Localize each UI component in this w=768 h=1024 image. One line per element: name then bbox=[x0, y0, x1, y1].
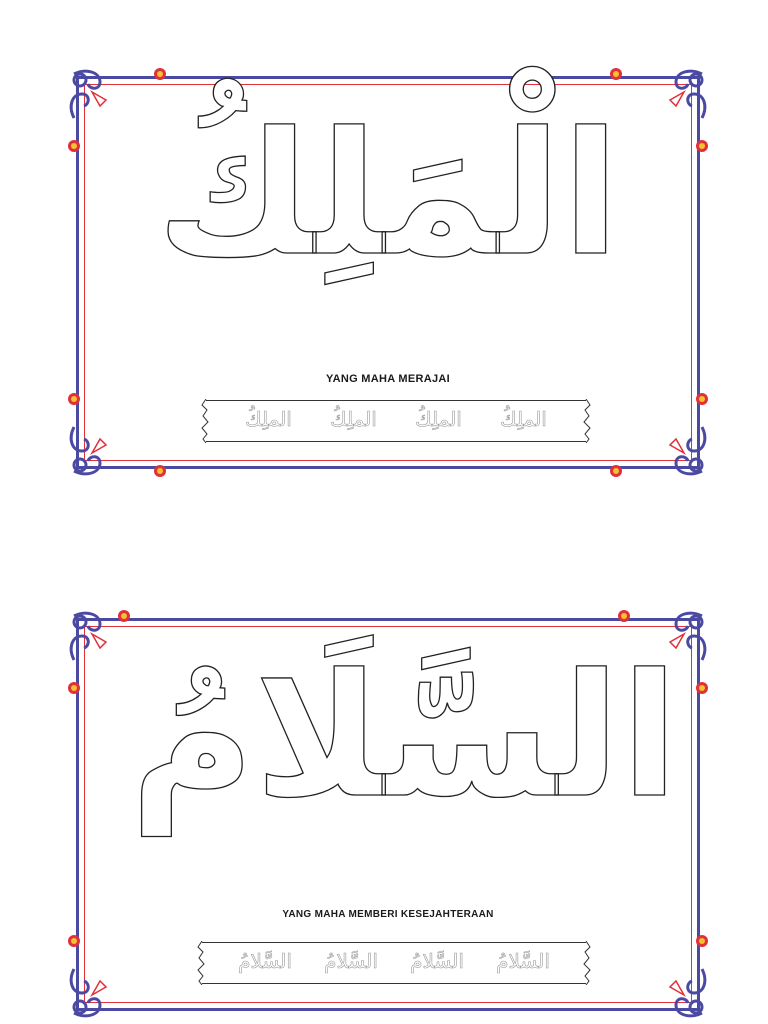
torn-edge-left bbox=[200, 399, 210, 443]
corner-ornament-icon bbox=[650, 961, 710, 1021]
flower-ornament-icon bbox=[152, 463, 168, 479]
flower-ornament-icon bbox=[608, 463, 624, 479]
name-meaning: YANG MAHA MEMBERI KESEJAHTERAAN bbox=[282, 909, 494, 920]
corner-ornament-icon bbox=[650, 66, 710, 126]
tracing-word: الملِكُ bbox=[245, 407, 292, 431]
tracing-word: السَّلامُ bbox=[496, 949, 550, 973]
flower-ornament-icon bbox=[116, 608, 132, 624]
flower-ornament-icon bbox=[694, 933, 710, 949]
torn-edge-left bbox=[196, 941, 206, 985]
corner-ornament-icon bbox=[650, 419, 710, 479]
flower-ornament-icon bbox=[694, 138, 710, 154]
name-meaning: YANG MAHA MERAJAI bbox=[325, 373, 451, 385]
flower-ornament-icon bbox=[694, 680, 710, 696]
corner-ornament-icon bbox=[66, 66, 126, 126]
asmaul-husna-card-2 bbox=[70, 612, 706, 1017]
tracing-word: السَّلامُ bbox=[238, 949, 292, 973]
flower-ornament-icon bbox=[152, 66, 168, 82]
tracing-word: الملِكُ bbox=[330, 407, 377, 431]
arabic-name-outline: الْمَلِكُ bbox=[156, 96, 620, 294]
tracing-practice-strip bbox=[206, 400, 586, 442]
torn-edge-right bbox=[582, 399, 592, 443]
tracing-word: الملِكُ bbox=[415, 407, 462, 431]
arabic-name-outline: السَّلَامُ bbox=[130, 638, 679, 836]
asmaul-husna-card-1 bbox=[70, 70, 706, 475]
torn-edge-right bbox=[582, 941, 592, 985]
flower-ornament-icon bbox=[66, 391, 82, 407]
tracing-word: الملِكُ bbox=[500, 407, 547, 431]
corner-ornament-icon bbox=[66, 961, 126, 1021]
tracing-word: السَّلامُ bbox=[324, 949, 378, 973]
flower-ornament-icon bbox=[66, 138, 82, 154]
corner-ornament-icon bbox=[66, 419, 126, 479]
tracing-practice-strip bbox=[202, 942, 586, 984]
flower-ornament-icon bbox=[66, 933, 82, 949]
flower-ornament-icon bbox=[66, 680, 82, 696]
tracing-word: السَّلامُ bbox=[410, 949, 464, 973]
flower-ornament-icon bbox=[616, 608, 632, 624]
flower-ornament-icon bbox=[608, 66, 624, 82]
flower-ornament-icon bbox=[694, 391, 710, 407]
